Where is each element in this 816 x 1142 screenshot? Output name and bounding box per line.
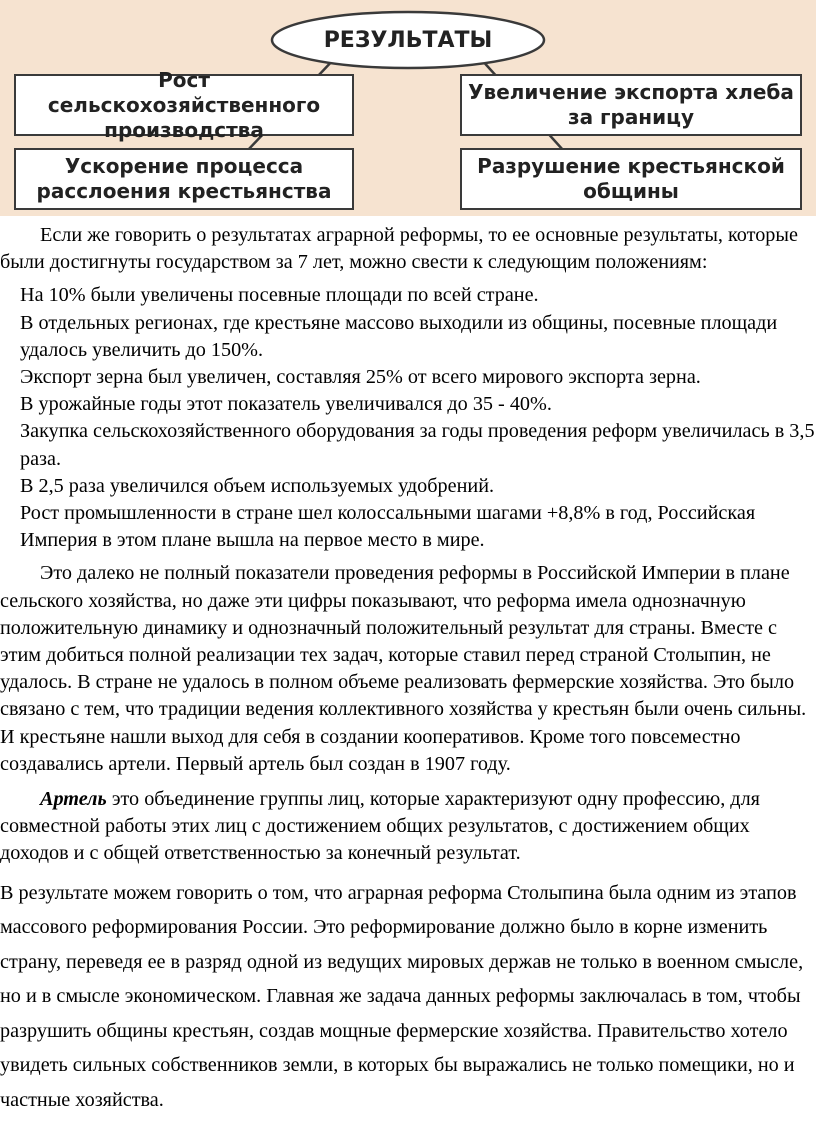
definition-text: это объединение группы лиц, которые характеризуют одну профессию, для совместной работы этих лиц с достижением общих результатов, с достижением общих доходов и с общей ответственностью за конечный результат.	[0, 788, 760, 865]
article-body	[0, 222, 816, 1117]
list-item: В отдельных регионах, где крестьяне массово выходили из общины, посевные площади удалось увеличить до 150%.	[20, 311, 778, 361]
list-item: Закупка сельскохозяйственного оборудования за годы проведения реформ увеличилась в 3,5 раза.	[20, 420, 815, 470]
box-peasant-stratification: Ускорение процесса расслоения крестьянства	[14, 148, 354, 210]
diagram-title: РЕЗУЛЬТАТЫ	[323, 27, 493, 53]
list-item: Экспорт зерна был увеличен, составляя 25% от всего мирового экспорта зерна.	[20, 366, 701, 389]
list-item: На 10% были увеличены посевные площади по всей стране.	[20, 284, 539, 307]
results-list	[0, 282, 816, 554]
box-agricultural-growth: Рост сельскохозяйственного производства	[14, 74, 354, 136]
conclusion-paragraph: В результате можем говорить о том, что аграрная реформа Столыпина была одним из этапов массового реформирования России. Это реформирование должно было в корне изменить страну, переведя ее в разряд одной из ведущих мировых держав не только в военном смысле, но и в смысле экономическом. Главная же задача данных реформы заключалась в том, чтобы разрушить общины крестьян, создав мощные фермерские хозяйства. Правительство хотело увидеть сильных собственников земли, в которых бы выражались не только помещики, но и частные хозяйства.	[0, 881, 804, 1111]
list-item: В 2,5 раза увеличился объем используемых удобрений.	[20, 474, 495, 497]
definition-paragraph	[0, 786, 816, 868]
intro-paragraph: Если же говорить о результатах аграрной реформы, то ее основные результаты, которые были достигнуты государством за 7 лет, можно свести к следующим положениям:	[0, 224, 798, 274]
box-community-destruction: Разрушение крестьянской общины	[460, 148, 802, 210]
results-diagram	[0, 0, 816, 216]
analysis-paragraph: Это далеко не полный показатели проведения реформы в Российской Империи в плане сельского хозяйства, но даже эти цифры показывают, что реформа имела однозначную положительную динамику и однозначный положительный результат для страны. Вместе с этим добиться полной реализации тех задач, которые ставил перед страной Столыпин, не удалось. В стране не удалось в полном объеме реализовать фермерские хозяйства. Это было связано с тем, что традиции ведения коллективного хозяйства у крестьян были очень сильны. И крестьяне нашли выход для себя в создании кооперативов. Кроме того повсеместно создавались артели. Первый артель был создан в 1907 году.	[0, 562, 807, 775]
list-item: Рост промышленности в стране шел колоссальными шагами +8,8% в год, Российская Империя в этом плане вышла на первое место в мире.	[20, 502, 756, 552]
definition-term: Артель	[40, 788, 107, 811]
box-grain-export: Увеличение экспорта хлеба за границу	[460, 74, 802, 136]
list-item: В урожайные годы этот показатель увеличивался до 35 - 40%.	[20, 393, 552, 416]
